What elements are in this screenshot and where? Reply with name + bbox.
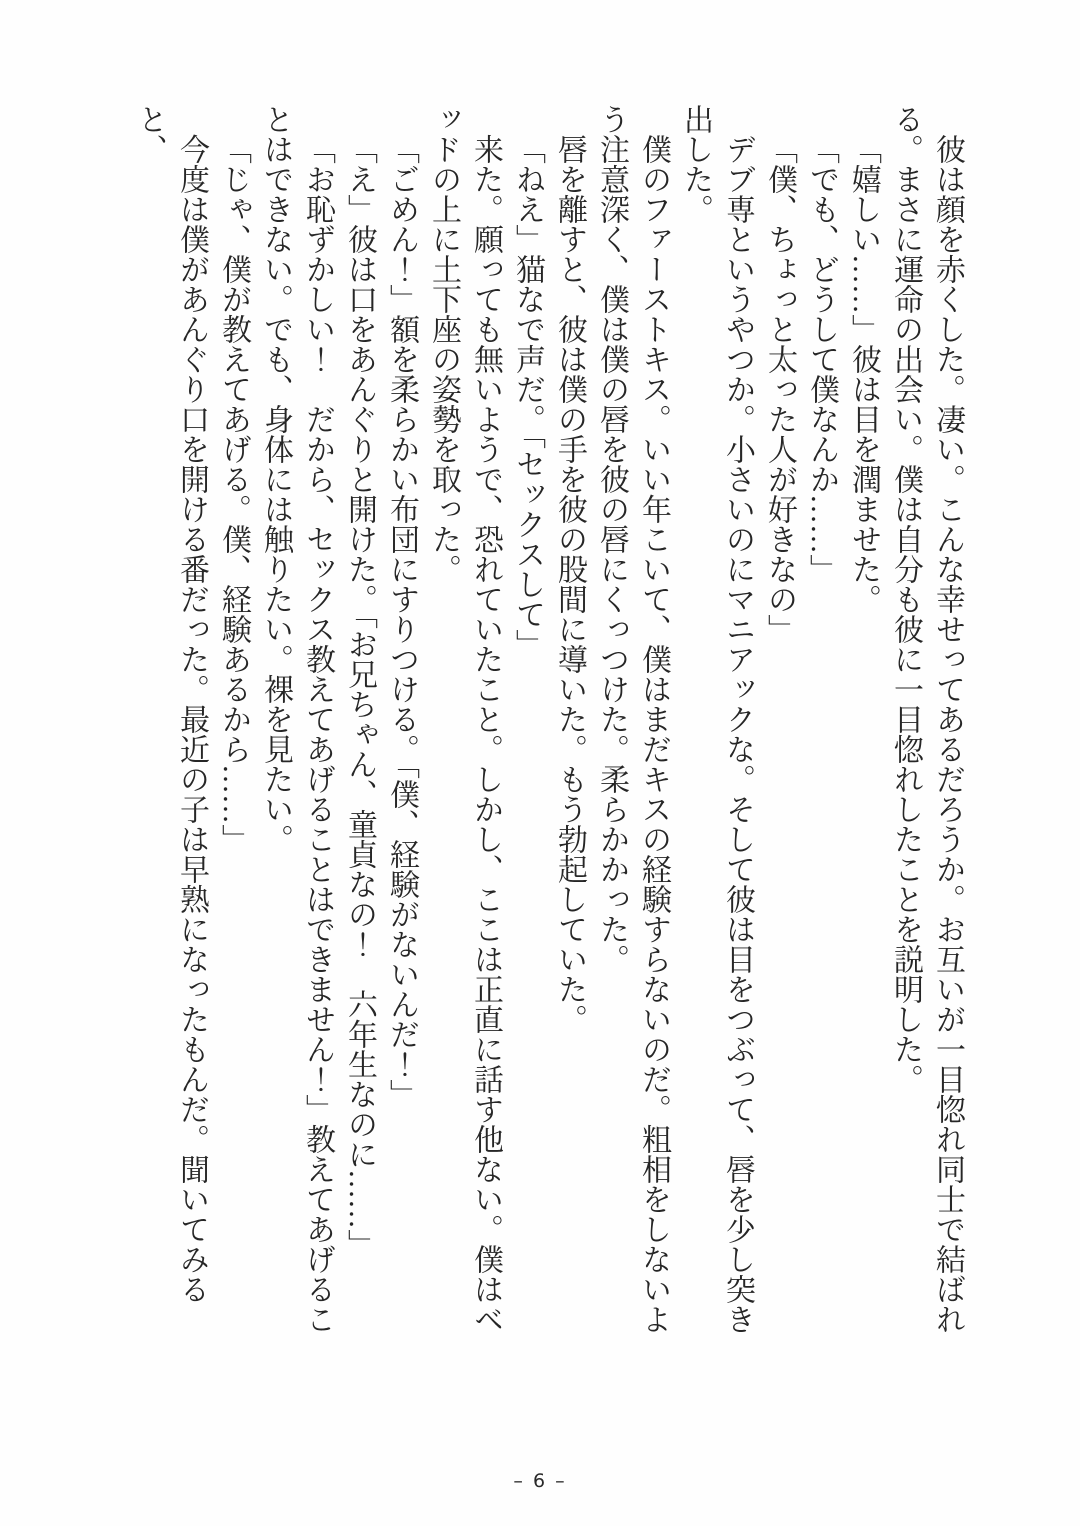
paragraph-5: デブ専というやつか。小さいのにマニアックな。そして彼は目をつぶって、唇を少し突き出した。 <box>679 104 754 1334</box>
paragraph-8: 「ねえ」猫なで声だ。「セックスして」 <box>511 134 544 659</box>
paragraph-1: 彼は顔を赤くした。凄い。こんな幸せってあるだろうか。お互いが一目惚れ同士で結ばれる。まさに運命の出会い。僕は自分も彼に一目惚れしたことを説明した。 <box>889 104 964 1334</box>
paragraph-7: 唇を離すと、彼は僕の手を彼の股間に導いた。もう勃起していた。 <box>553 134 586 1034</box>
paragraph-14: 今度は僕があんぐり口を開ける番だった。最近の子は早熟になったもんだ。聞いてみると、 <box>133 104 208 1304</box>
paragraph-6: 僕のファーストキス。いい年こいて、僕はまだキスの経験すらないのだ。粗相をしないよう注意深く、僕は僕の唇を彼の唇にくっつけた。柔らかかった。 <box>595 104 670 1334</box>
page-number: – 6 – <box>513 1470 567 1492</box>
paragraph-12: 「お恥ずかしい！ だから、セックス教えてあげることはできません！」教えてあげることはできない。でも、身体には触りたい。裸を見たい。 <box>259 104 334 1334</box>
paragraph-13: 「じゃ、僕が教えてあげる。僕、経験あるから……」 <box>217 134 250 854</box>
paragraph-3: 「でも、どうして僕なんか……」 <box>805 134 838 584</box>
paragraph-9: 来た。願っても無いようで、恐れていたこと。しかし、ここは正直に話す他ない。僕はベッドの上に土下座の姿勢を取った。 <box>427 104 502 1334</box>
vertical-text-block <box>128 104 968 1336</box>
paragraph-4: 「僕、ちょっと太った人が好きなの」 <box>763 134 796 644</box>
paragraph-10: 「ごめん！」額を柔らかい布団にすりつける。「僕、経験がないんだ！」 <box>385 134 418 1109</box>
paragraph-2: 「嬉しい……」彼は目を潤ませた。 <box>847 134 880 614</box>
paragraph-11: 「え」彼は口をあんぐりと開けた。「お兄ちゃん、童貞なの！ 六年生なのに……」 <box>343 134 376 1259</box>
